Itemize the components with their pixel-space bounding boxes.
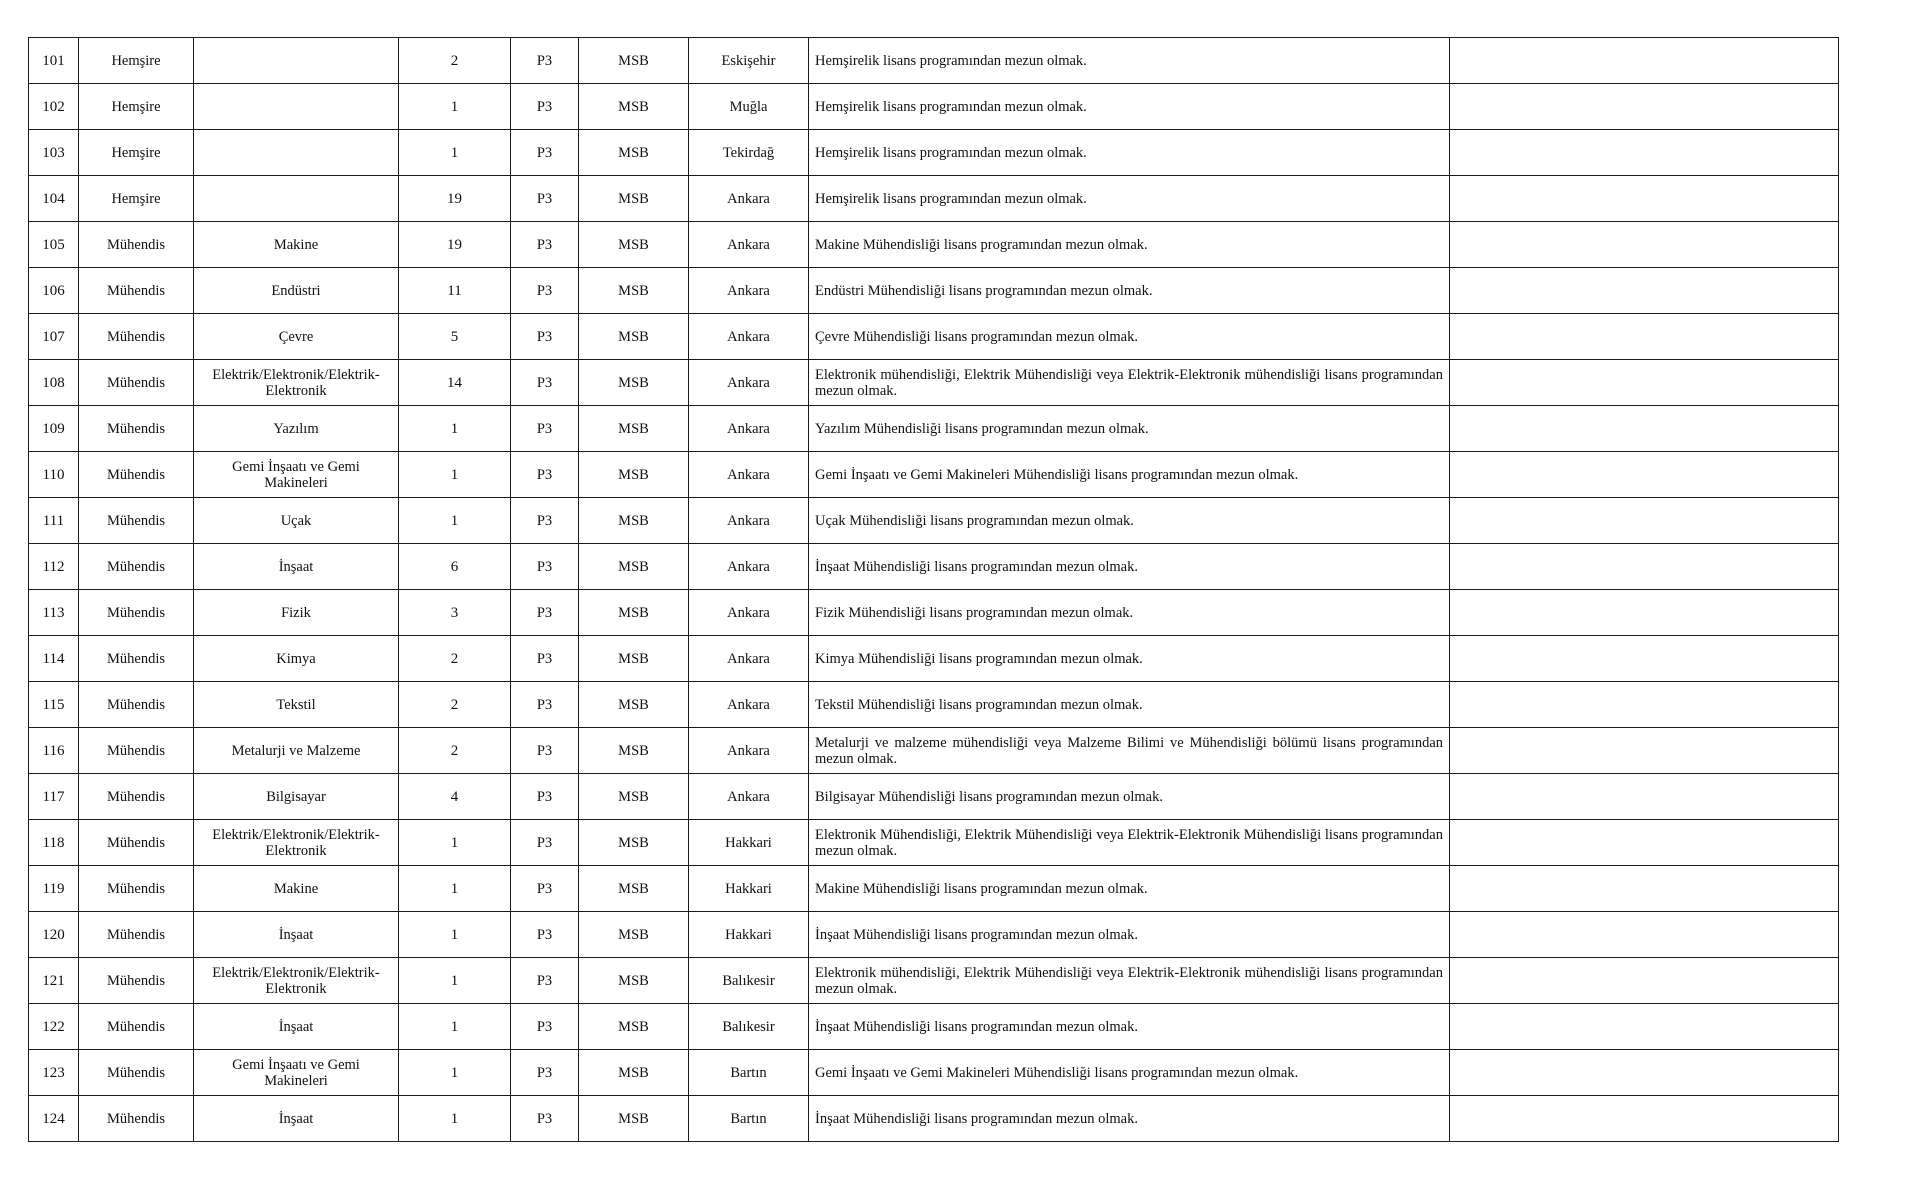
branch: Uçak [194, 498, 399, 544]
table-row [29, 1096, 1839, 1142]
requirement: Kimya Mühendisliği lisans programından mezun olmak. [809, 636, 1450, 682]
position-count: 2 [399, 38, 511, 84]
position-count: 2 [399, 636, 511, 682]
position-title: Mühendis [79, 268, 194, 314]
position-count: 14 [399, 360, 511, 406]
row-number: 114 [29, 636, 79, 682]
position-title: Mühendis [79, 774, 194, 820]
position-title: Hemşire [79, 130, 194, 176]
city: Ankara [689, 728, 809, 774]
requirement: Fizik Mühendisliği lisans programından mezun olmak. [809, 590, 1450, 636]
requirement: Hemşirelik lisans programından mezun olmak. [809, 130, 1450, 176]
city: Ankara [689, 222, 809, 268]
position-count: 1 [399, 406, 511, 452]
position-count: 1 [399, 84, 511, 130]
row-number: 122 [29, 1004, 79, 1050]
position-title: Mühendis [79, 958, 194, 1004]
kpss-score-type: P3 [511, 360, 579, 406]
kpss-score-type: P3 [511, 820, 579, 866]
row-number: 110 [29, 452, 79, 498]
requirement: İnşaat Mühendisliği lisans programından mezun olmak. [809, 544, 1450, 590]
position-title: Hemşire [79, 84, 194, 130]
city: Hakkari [689, 866, 809, 912]
position-title: Mühendis [79, 866, 194, 912]
table-row [29, 84, 1839, 130]
institution: MSB [579, 636, 689, 682]
position-count: 2 [399, 682, 511, 728]
institution: MSB [579, 130, 689, 176]
branch: Gemi İnşaatı ve Gemi Makineleri [194, 452, 399, 498]
requirement: Elektronik Mühendisliği, Elektrik Mühendisliği veya Elektrik-Elektronik Mühendisliği lisans programından mezun olmak. [809, 820, 1450, 866]
position-title: Mühendis [79, 498, 194, 544]
position-count: 19 [399, 222, 511, 268]
requirement: Gemi İnşaatı ve Gemi Makineleri Mühendisliği lisans programından mezun olmak. [809, 452, 1450, 498]
requirement: Gemi İnşaatı ve Gemi Makineleri Mühendisliği lisans programından mezun olmak. [809, 1050, 1450, 1096]
position-count: 11 [399, 268, 511, 314]
city: Ankara [689, 636, 809, 682]
kpss-score-type: P3 [511, 130, 579, 176]
kpss-score-type: P3 [511, 682, 579, 728]
branch: Elektrik/Elektronik/Elektrik-Elektronik [194, 360, 399, 406]
institution: MSB [579, 222, 689, 268]
position-title: Mühendis [79, 912, 194, 958]
note [1450, 38, 1839, 84]
kpss-score-type: P3 [511, 38, 579, 84]
row-number: 101 [29, 38, 79, 84]
note [1450, 544, 1839, 590]
city: Balıkesir [689, 1004, 809, 1050]
note [1450, 130, 1839, 176]
kpss-score-type: P3 [511, 728, 579, 774]
institution: MSB [579, 1004, 689, 1050]
position-count: 1 [399, 912, 511, 958]
position-title: Mühendis [79, 590, 194, 636]
requirement: Metalurji ve malzeme mühendisliği veya Malzeme Bilimi ve Mühendisliği bölümü lisans programından mezun olmak. [809, 728, 1450, 774]
note [1450, 406, 1839, 452]
row-number: 121 [29, 958, 79, 1004]
note [1450, 1050, 1839, 1096]
kpss-score-type: P3 [511, 452, 579, 498]
city: Muğla [689, 84, 809, 130]
kpss-score-type: P3 [511, 84, 579, 130]
branch [194, 130, 399, 176]
row-number: 124 [29, 1096, 79, 1142]
institution: MSB [579, 912, 689, 958]
kpss-score-type: P3 [511, 268, 579, 314]
kpss-score-type: P3 [511, 636, 579, 682]
branch: İnşaat [194, 912, 399, 958]
table-row [29, 866, 1839, 912]
position-count: 3 [399, 590, 511, 636]
kpss-score-type: P3 [511, 1050, 579, 1096]
branch [194, 38, 399, 84]
note [1450, 820, 1839, 866]
kpss-score-type: P3 [511, 774, 579, 820]
position-title: Mühendis [79, 1004, 194, 1050]
note [1450, 314, 1839, 360]
note [1450, 1004, 1839, 1050]
requirement: Endüstri Mühendisliği lisans programından mezun olmak. [809, 268, 1450, 314]
institution: MSB [579, 176, 689, 222]
institution: MSB [579, 268, 689, 314]
row-number: 117 [29, 774, 79, 820]
position-title: Mühendis [79, 544, 194, 590]
branch: Bilgisayar [194, 774, 399, 820]
kpss-score-type: P3 [511, 590, 579, 636]
city: Bartın [689, 1096, 809, 1142]
kpss-score-type: P3 [511, 544, 579, 590]
institution: MSB [579, 498, 689, 544]
requirement: Yazılım Mühendisliği lisans programından mezun olmak. [809, 406, 1450, 452]
branch: Makine [194, 222, 399, 268]
table-row [29, 360, 1839, 406]
table-row [29, 452, 1839, 498]
position-title: Mühendis [79, 1050, 194, 1096]
note [1450, 774, 1839, 820]
row-number: 104 [29, 176, 79, 222]
institution: MSB [579, 84, 689, 130]
table-body [29, 38, 1839, 1142]
branch: Elektrik/Elektronik/Elektrik-Elektronik [194, 820, 399, 866]
row-number: 107 [29, 314, 79, 360]
kpss-score-type: P3 [511, 176, 579, 222]
kpss-score-type: P3 [511, 314, 579, 360]
note [1450, 912, 1839, 958]
position-count: 6 [399, 544, 511, 590]
requirement: Elektronik mühendisliği, Elektrik Mühendisliği veya Elektrik-Elektronik mühendisliği lisans programından mezun olmak. [809, 958, 1450, 1004]
table-row [29, 728, 1839, 774]
table-row [29, 406, 1839, 452]
institution: MSB [579, 38, 689, 84]
position-title: Mühendis [79, 360, 194, 406]
requirement: İnşaat Mühendisliği lisans programından mezun olmak. [809, 1004, 1450, 1050]
note [1450, 176, 1839, 222]
position-title: Hemşire [79, 176, 194, 222]
position-count: 2 [399, 728, 511, 774]
kpss-score-type: P3 [511, 866, 579, 912]
branch: Yazılım [194, 406, 399, 452]
row-number: 123 [29, 1050, 79, 1096]
note [1450, 958, 1839, 1004]
requirement: İnşaat Mühendisliği lisans programından mezun olmak. [809, 1096, 1450, 1142]
table-row [29, 774, 1839, 820]
city: Eskişehir [689, 38, 809, 84]
kpss-score-type: P3 [511, 912, 579, 958]
requirement: Makine Mühendisliği lisans programından mezun olmak. [809, 222, 1450, 268]
city: Ankara [689, 498, 809, 544]
institution: MSB [579, 728, 689, 774]
branch: Gemi İnşaatı ve Gemi Makineleri [194, 1050, 399, 1096]
position-title: Mühendis [79, 314, 194, 360]
position-count: 1 [399, 1050, 511, 1096]
row-number: 106 [29, 268, 79, 314]
position-title: Mühendis [79, 1096, 194, 1142]
row-number: 113 [29, 590, 79, 636]
branch: Fizik [194, 590, 399, 636]
position-count: 1 [399, 866, 511, 912]
branch: İnşaat [194, 1096, 399, 1142]
position-title: Mühendis [79, 406, 194, 452]
note [1450, 590, 1839, 636]
branch: Tekstil [194, 682, 399, 728]
branch: İnşaat [194, 1004, 399, 1050]
position-count: 4 [399, 774, 511, 820]
city: Ankara [689, 176, 809, 222]
city: Hakkari [689, 820, 809, 866]
row-number: 102 [29, 84, 79, 130]
table-row [29, 498, 1839, 544]
note [1450, 360, 1839, 406]
requirement: Hemşirelik lisans programından mezun olmak. [809, 176, 1450, 222]
position-title: Mühendis [79, 636, 194, 682]
branch: Makine [194, 866, 399, 912]
note [1450, 268, 1839, 314]
position-count: 1 [399, 1004, 511, 1050]
note [1450, 222, 1839, 268]
note [1450, 682, 1839, 728]
institution: MSB [579, 314, 689, 360]
position-count: 1 [399, 452, 511, 498]
institution: MSB [579, 682, 689, 728]
requirement: Makine Mühendisliği lisans programından mezun olmak. [809, 866, 1450, 912]
kpss-score-type: P3 [511, 1096, 579, 1142]
requirement: Uçak Mühendisliği lisans programından mezun olmak. [809, 498, 1450, 544]
row-number: 109 [29, 406, 79, 452]
note [1450, 452, 1839, 498]
position-count: 1 [399, 958, 511, 1004]
position-title: Mühendis [79, 728, 194, 774]
institution: MSB [579, 774, 689, 820]
kpss-score-type: P3 [511, 1004, 579, 1050]
note [1450, 728, 1839, 774]
requirement: Bilgisayar Mühendisliği lisans programından mezun olmak. [809, 774, 1450, 820]
institution: MSB [579, 958, 689, 1004]
note [1450, 498, 1839, 544]
table-row [29, 38, 1839, 84]
row-number: 103 [29, 130, 79, 176]
table-row [29, 544, 1839, 590]
city: Ankara [689, 360, 809, 406]
kpss-score-type: P3 [511, 958, 579, 1004]
branch: Kimya [194, 636, 399, 682]
position-count: 5 [399, 314, 511, 360]
institution: MSB [579, 1050, 689, 1096]
position-count: 1 [399, 1096, 511, 1142]
position-title: Mühendis [79, 452, 194, 498]
institution: MSB [579, 360, 689, 406]
table-row [29, 636, 1839, 682]
table-row [29, 912, 1839, 958]
table-row [29, 130, 1839, 176]
institution: MSB [579, 1096, 689, 1142]
institution: MSB [579, 452, 689, 498]
row-number: 108 [29, 360, 79, 406]
requirement: Hemşirelik lisans programından mezun olmak. [809, 84, 1450, 130]
requirement: Çevre Mühendisliği lisans programından mezun olmak. [809, 314, 1450, 360]
table-row [29, 590, 1839, 636]
table-row [29, 1004, 1839, 1050]
branch [194, 84, 399, 130]
city: Ankara [689, 406, 809, 452]
row-number: 115 [29, 682, 79, 728]
table-row [29, 222, 1839, 268]
row-number: 118 [29, 820, 79, 866]
branch: Çevre [194, 314, 399, 360]
institution: MSB [579, 406, 689, 452]
institution: MSB [579, 544, 689, 590]
branch: Endüstri [194, 268, 399, 314]
kpss-score-type: P3 [511, 498, 579, 544]
city: Ankara [689, 682, 809, 728]
city: Tekirdağ [689, 130, 809, 176]
table-row [29, 176, 1839, 222]
institution: MSB [579, 866, 689, 912]
table-row [29, 682, 1839, 728]
institution: MSB [579, 820, 689, 866]
branch: Metalurji ve Malzeme [194, 728, 399, 774]
requirement: Elektronik mühendisliği, Elektrik Mühendisliği veya Elektrik-Elektronik mühendisliği lisans programından mezun olmak. [809, 360, 1450, 406]
row-number: 119 [29, 866, 79, 912]
city: Bartın [689, 1050, 809, 1096]
city: Ankara [689, 452, 809, 498]
kpss-score-type: P3 [511, 406, 579, 452]
row-number: 111 [29, 498, 79, 544]
city: Balıkesir [689, 958, 809, 1004]
note [1450, 866, 1839, 912]
row-number: 112 [29, 544, 79, 590]
branch: İnşaat [194, 544, 399, 590]
row-number: 105 [29, 222, 79, 268]
table-row [29, 268, 1839, 314]
city: Ankara [689, 774, 809, 820]
institution: MSB [579, 590, 689, 636]
city: Ankara [689, 590, 809, 636]
row-number: 120 [29, 912, 79, 958]
table-row [29, 958, 1839, 1004]
table-row [29, 1050, 1839, 1096]
branch: Elektrik/Elektronik/Elektrik-Elektronik [194, 958, 399, 1004]
position-count: 1 [399, 820, 511, 866]
city: Ankara [689, 268, 809, 314]
position-title: Mühendis [79, 820, 194, 866]
city: Ankara [689, 544, 809, 590]
note [1450, 636, 1839, 682]
note [1450, 84, 1839, 130]
position-count: 1 [399, 130, 511, 176]
position-title: Mühendis [79, 222, 194, 268]
requirement: Tekstil Mühendisliği lisans programından mezun olmak. [809, 682, 1450, 728]
position-title: Mühendis [79, 682, 194, 728]
city: Hakkari [689, 912, 809, 958]
table-row [29, 314, 1839, 360]
requirement: Hemşirelik lisans programından mezun olmak. [809, 38, 1450, 84]
branch [194, 176, 399, 222]
city: Ankara [689, 314, 809, 360]
position-table [28, 37, 1839, 1142]
position-count: 19 [399, 176, 511, 222]
table-row [29, 820, 1839, 866]
note [1450, 1096, 1839, 1142]
row-number: 116 [29, 728, 79, 774]
kpss-score-type: P3 [511, 222, 579, 268]
position-title: Hemşire [79, 38, 194, 84]
position-count: 1 [399, 498, 511, 544]
requirement: İnşaat Mühendisliği lisans programından mezun olmak. [809, 912, 1450, 958]
